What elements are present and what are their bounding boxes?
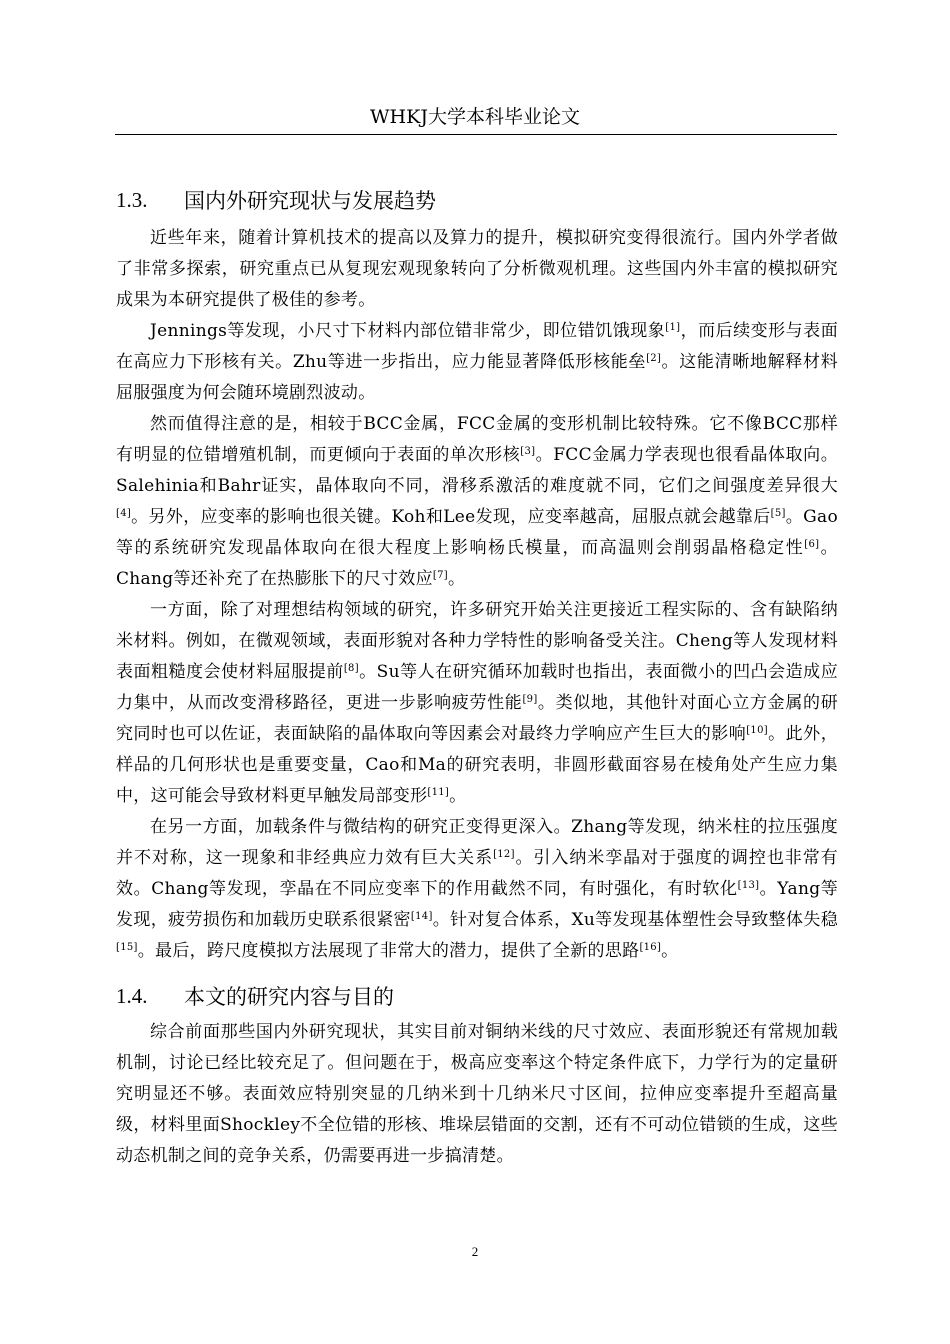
section-title: 本文的研究内容与目的 — [184, 985, 394, 1009]
paragraph-text: 。类似地，其他针对面心立方金属的研究同时也可以佐证，表面缺陷的晶体取向等因素会对最终力学响应产生巨大的影响 — [116, 693, 838, 744]
paragraph-text: 。最后，跨尺度模拟方法展现了非常大的潜力，提供了全新的思路 — [137, 941, 640, 961]
section-heading-1-4 — [116, 976, 838, 1016]
citation-marker: [10] — [746, 725, 768, 736]
body-paragraph — [116, 812, 838, 967]
citation-marker: [9] — [522, 694, 538, 705]
paragraph-text: 。引入纳米孪晶对于强度的调控也非常有效。Chang等发现，孪晶在不同应变率下的作用截然不同，有时强化，有时软化 — [116, 848, 838, 899]
paragraph-text: 综合前面那些国内外研究现状，其实目前对铜纳米线的尺寸效应、表面形貌还有常规加载机制，讨论已经比较充足了。但问题在于，极高应变率这个特定条件底下，力学行为的定量研究明显还不够。表面效应特别突显的几纳米到十几纳米尺寸区间，拉伸应变率提升至超高量级，材料里面Shockley不全位错的形核、堆垛层错面的交割，还有不可动位错锁的生成，这些动态机制之间的竞争关系，仍需要再进一步搞清楚。 — [116, 1022, 838, 1166]
body-paragraph — [116, 316, 838, 409]
citation-marker: [8] — [343, 663, 359, 674]
section-body-1-4 — [116, 1017, 838, 1172]
paragraph-text: 。Yang等发现，疲劳损伤和加载历史联系很紧密 — [116, 879, 838, 930]
paragraph-text: 。Su等人在研究循环加载时也指出，表面微小的凹凸会造成应力集中，从而改变滑移路径，更进一步影响疲劳性能 — [116, 662, 839, 713]
paragraph-text: 。Gao等的系统研究发现晶体取向在很大程度上影响杨氏模量，而高温则会削弱晶格稳定性 — [116, 507, 838, 558]
section-heading-1-3 — [116, 180, 838, 220]
citation-marker: [1] — [665, 322, 681, 333]
body-paragraph — [116, 595, 838, 812]
body-paragraph — [116, 223, 838, 316]
citation-marker: [5] — [770, 508, 786, 519]
citation-marker: [11] — [427, 787, 450, 798]
paragraph-text: 。FCC金属力学表现也很看晶体取向。Salehinia和Bahr证实，晶体取向不同，滑移系激活的难度就不同，它们之间强度差异很大 — [116, 445, 838, 496]
body-paragraph — [116, 1017, 838, 1172]
citation-marker: [16] — [639, 942, 662, 953]
paragraph-text: Jennings等发现，小尺寸下材料内部位错非常少，即位错饥饿现象 — [150, 321, 666, 341]
paragraph-text: 近些年来，随着计算机技术的提高以及算力的提升，模拟研究变得很流行。国内外学者做了非常多探索，研究重点已从复现宏观现象转向了分析微观机理。这些国内外丰富的模拟研究成果为本研究提供了极佳的参考。 — [116, 228, 838, 310]
paragraph-text: 。针对复合体系，Xu等发现基体塑性会导致整体失稳 — [432, 910, 839, 930]
paragraph-text: 。另外，应变率的影响也很关键。Koh和Lee发现，应变率越高，屈服点就会越靠后 — [131, 507, 771, 527]
citation-marker: [13] — [737, 880, 760, 891]
citation-marker: [14] — [410, 911, 433, 922]
citation-marker: [12] — [493, 849, 515, 860]
section-number: 1.4. — [116, 983, 148, 1008]
citation-marker: [2] — [646, 353, 662, 364]
citation-marker: [4] — [116, 508, 132, 519]
page-header: WHKJ大学本科毕业论文 — [370, 106, 580, 128]
section-number: 1.3. — [116, 187, 148, 212]
paragraph-text: ，而后续变形与表面在高应力下形核有关。Zhu等进一步指出，应力能显著降低形核能垒 — [116, 321, 838, 372]
section-body-1-3 — [116, 223, 838, 967]
citation-marker: [15] — [116, 942, 138, 953]
citation-marker: [6] — [804, 539, 820, 550]
paragraph-text: 。Chang等还补充了在热膨胀下的尺寸效应 — [116, 538, 838, 589]
paragraph-text: 然而值得注意的是，相较于BCC金属，FCC金属的变形机制比较特殊。它不像BCC那样有明显的位错增殖机制，而更倾向于表面的单次形核 — [116, 414, 838, 465]
paragraph-text: 。 — [449, 786, 467, 806]
body-paragraph — [116, 409, 838, 595]
page-content — [116, 180, 838, 1172]
paragraph-text: 。这能清晰地解释材料屈服强度为何会随环境剧烈波动。 — [116, 352, 838, 403]
paragraph-text: 在另一方面，加载条件与微结构的研究正变得更深入。Zhang等发现，纳米柱的拉压强度并不对称，这一现象和非经典应力效有巨大关系 — [116, 817, 838, 868]
paragraph-text: 。 — [661, 941, 679, 961]
header-rule — [115, 134, 837, 135]
paragraph-text: 一方面，除了对理想结构领域的研究，许多研究开始关注更接近工程实际的、含有缺陷纳米材料。例如，在微观领域，表面形貌对各种力学特性的影响备受关注。Cheng等人发现材料表面粗糙度会使材料屈服提前 — [116, 600, 838, 682]
paragraph-text: 。此外，样品的几何形状也是重要变量，Cao和Ma的研究表明，非圆形截面容易在棱角处产生应力集中，这可能会导致材料更早触发局部变形 — [116, 724, 838, 806]
citation-marker: [3] — [520, 446, 536, 457]
page-number: 2 — [471, 1244, 479, 1259]
section-title: 国内外研究现状与发展趋势 — [184, 189, 436, 213]
citation-marker: [7] — [432, 570, 448, 581]
paragraph-text: 。 — [448, 569, 466, 589]
